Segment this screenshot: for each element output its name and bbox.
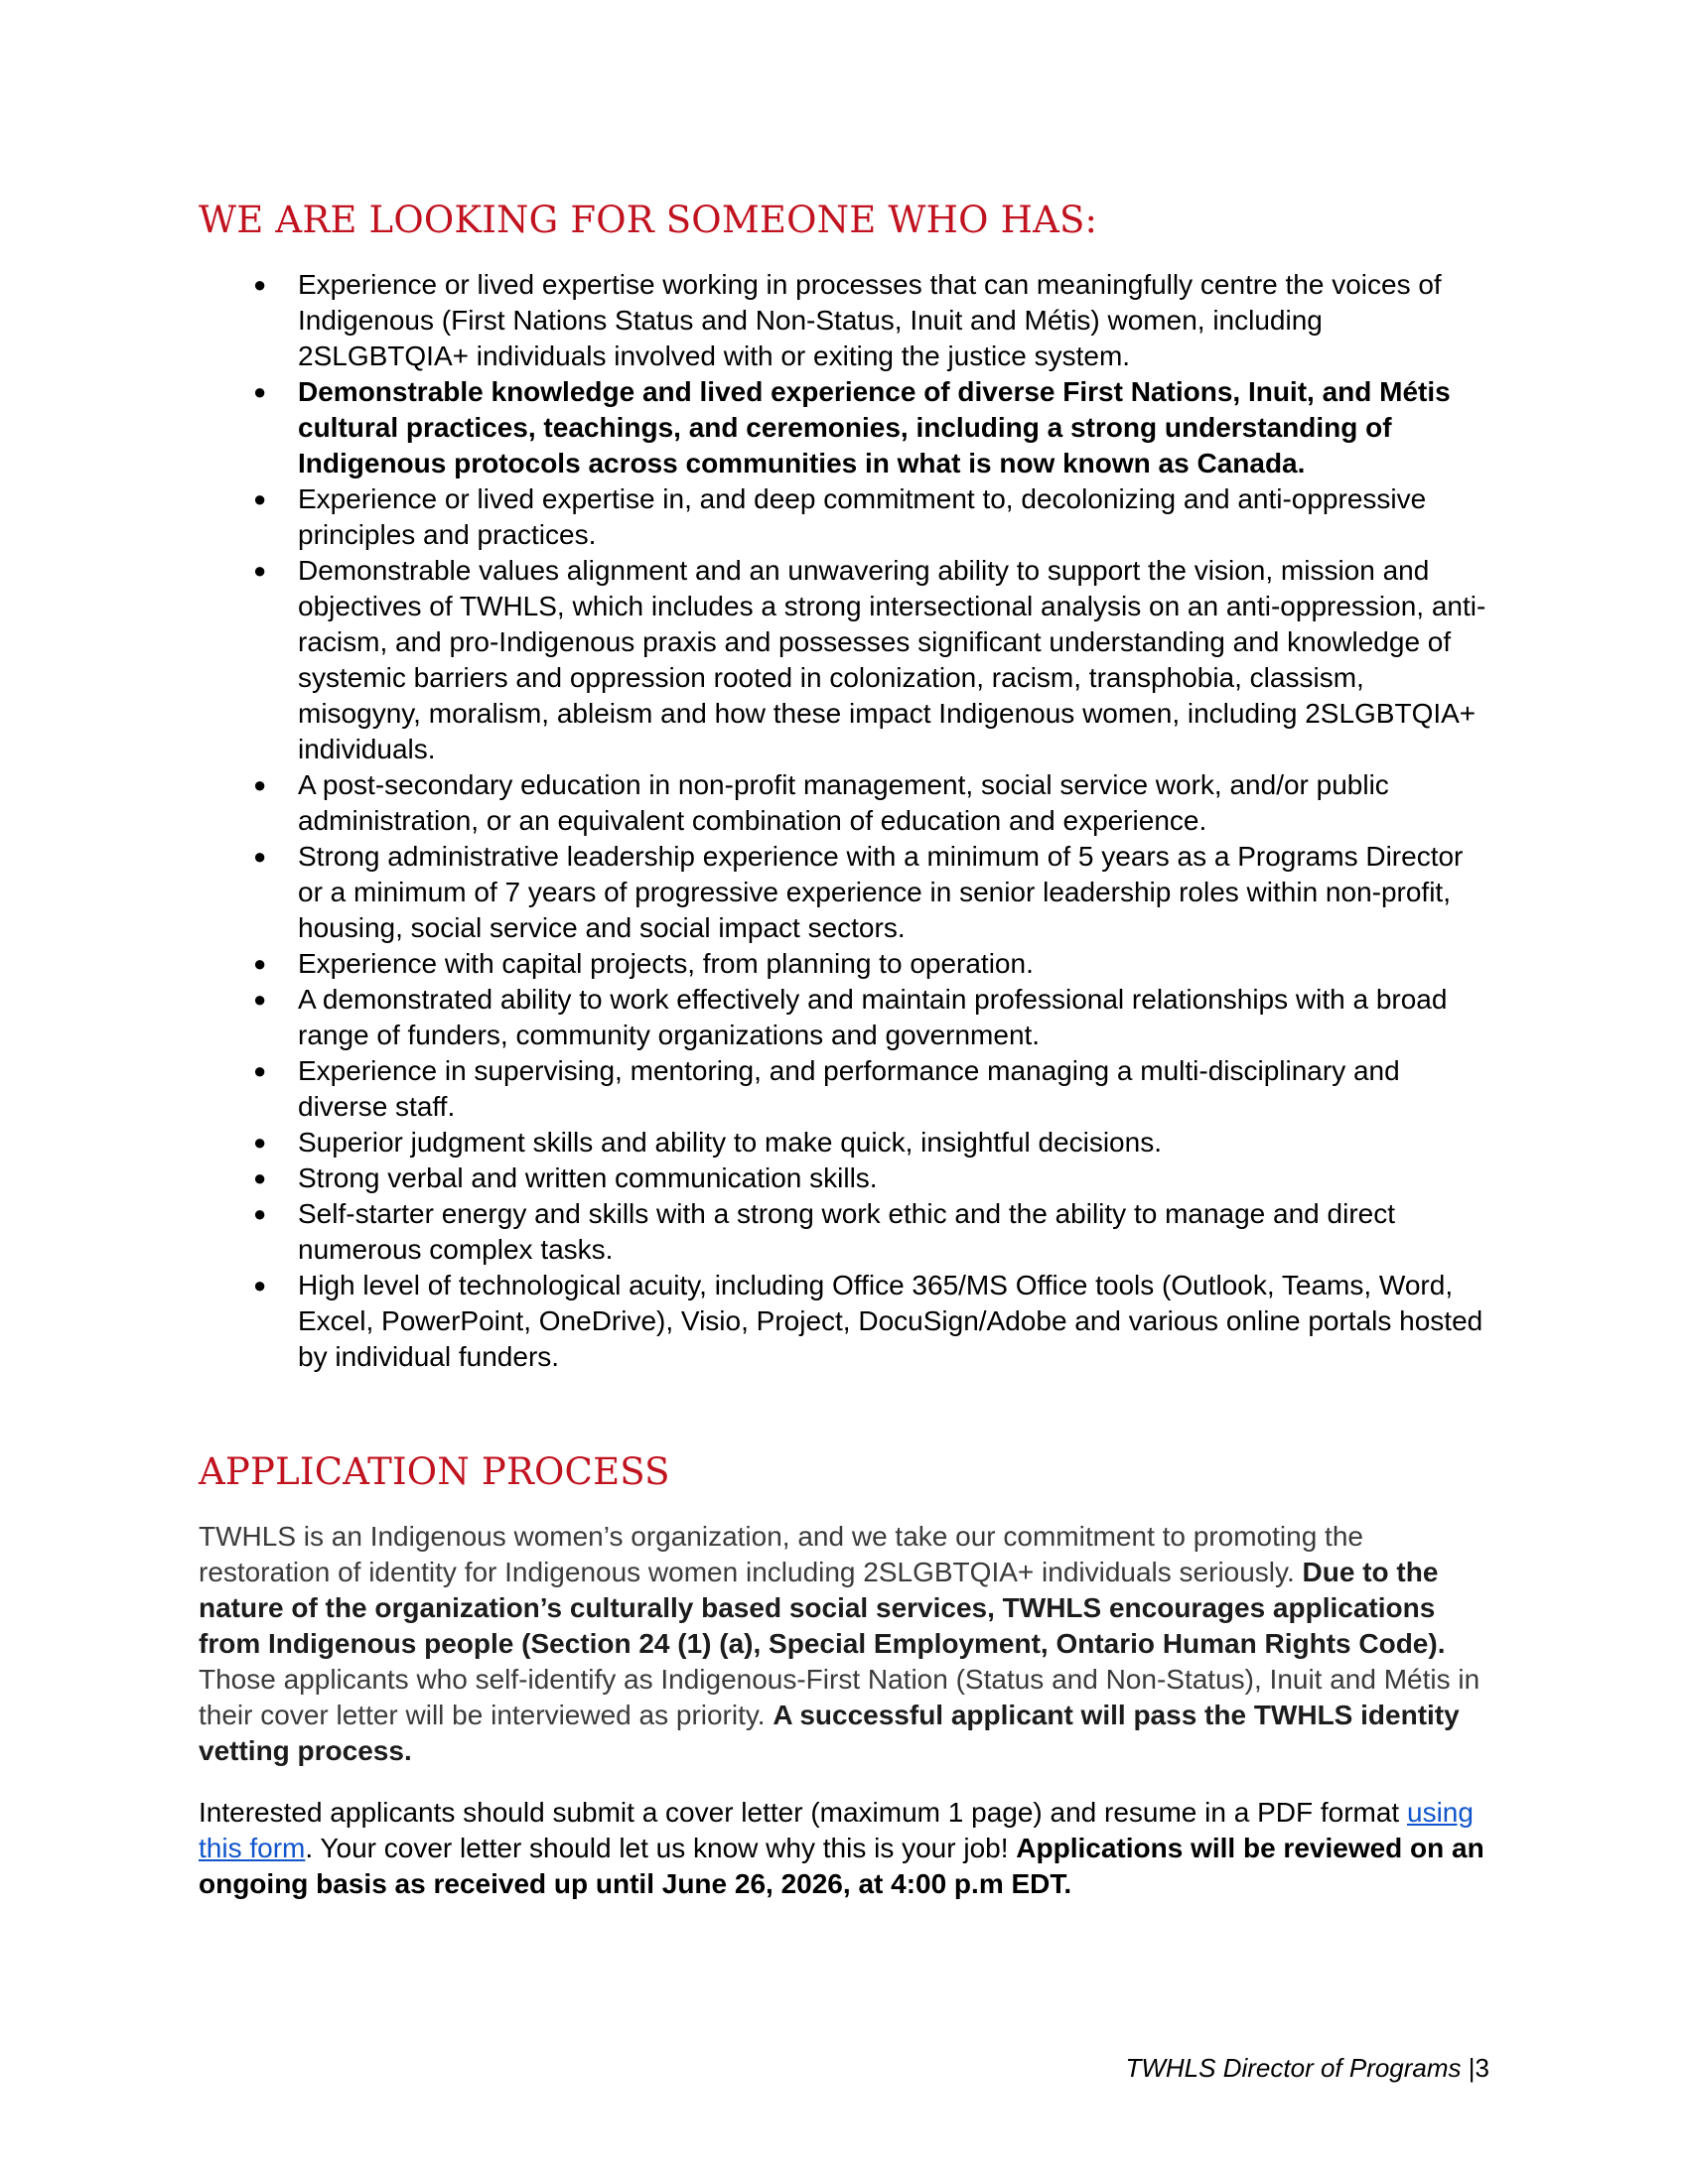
application-form-link[interactable]: using this form — [199, 1797, 1474, 1863]
paragraph-bold-text: Due to the nature of the organization’s culturally based social services, TWHLS encourages applications from Indigenous people (Section 24 (1) (a), Special Employment, Ontario Human Rights Code). — [199, 1557, 1446, 1659]
list-item-text: Experience or lived expertise working in processes that can meaningfully centre the voices of Indigenous (First Nations Status and Non-Status, Inuit and Métis) women, including 2SLGBTQIA+ individuals involved with or exiting the justice system. — [298, 269, 1442, 371]
list-item — [253, 1053, 1489, 1125]
bullet-icon: ● — [253, 1130, 267, 1155]
list-item-text: Strong administrative leadership experience with a minimum of 5 years as a Programs Director or a minimum of 7 years of progressive experience in senior leadership roles within non-profit, housing, social service and social impact sectors. — [298, 841, 1464, 943]
bullet-icon: ● — [253, 1058, 267, 1083]
list-item-text: Experience in supervising, mentoring, and performance managing a multi-disciplinary and diverse staff. — [298, 1055, 1400, 1122]
paragraph-bold-text: A successful applicant will pass the TWHLS identity vetting process. — [199, 1700, 1460, 1766]
list-item-text: A demonstrated ability to work effectively and maintain professional relationships with a broad range of funders, community organizations and government. — [298, 984, 1448, 1050]
list-item — [253, 1268, 1489, 1375]
bullet-icon: ● — [253, 379, 267, 404]
list-item-text: Self-starter energy and skills with a strong work ethic and the ability to manage and direct numerous complex tasks. — [298, 1198, 1396, 1265]
list-item — [253, 946, 1489, 982]
bullet-icon: ● — [253, 987, 267, 1012]
bullet-icon: ● — [253, 951, 267, 976]
application-heading: APPLICATION PROCESS — [199, 1450, 670, 1493]
bullet-icon: ● — [253, 1165, 267, 1190]
paragraph-text: TWHLS is an Indigenous women’s organization, and we take our commitment to promoting the restoration of identity for Indigenous women including 2SLGBTQIA+ individuals seriously. — [199, 1521, 1363, 1587]
list-item — [253, 553, 1489, 767]
document-page — [199, 199, 1489, 1902]
list-item — [253, 839, 1489, 946]
paragraph-bold-text: Applications will be reviewed on an ongoing basis as received up until June 26, 2026, at 4:00 p.m EDT. — [199, 1833, 1484, 1899]
list-item — [253, 1196, 1489, 1268]
paragraph-text: Interested applicants should submit a cover letter (maximum 1 page) and resume in a PDF format — [199, 1797, 1407, 1828]
requirements-heading: WE ARE LOOKING FOR SOMEONE WHO HAS: — [199, 199, 1098, 241]
list-item — [253, 267, 1489, 374]
bullet-icon: ● — [253, 1273, 267, 1297]
page-number: |3 — [1468, 2053, 1489, 2083]
list-item-text: Demonstrable values alignment and an unwavering ability to support the vision, mission and objectives of TWHLS, which includes a strong intersectional analysis on an anti-oppression, anti-racism, and pro-Indigenous praxis and possesses significant understanding and knowledge of systemic barriers and oppression rooted in colonization, racism, transphobia, classism, misogyny, moralism, ableism and how these impact Indigenous women, including 2SLGBTQIA+ individuals. — [298, 555, 1486, 764]
list-item — [253, 374, 1489, 481]
list-item-text: High level of technological acuity, including Office 365/MS Office tools (Outlook, Teams, Word, Excel, PowerPoint, OneDrive), Visio, Project, DocuSign/Adobe and various online portals hosted by individual funders. — [298, 1270, 1483, 1372]
bullet-icon: ● — [253, 486, 267, 511]
list-item-text: Demonstrable knowledge and lived experience of diverse First Nations, Inuit, and Métis cultural practices, teachings, and ceremonies, including a strong understanding of Indigenous protocols across communities in what is now known as Canada. — [298, 376, 1451, 478]
footer-title: TWHLS Director of Programs — [1125, 2053, 1469, 2083]
bullet-icon: ● — [253, 272, 267, 297]
list-item — [253, 982, 1489, 1053]
application-paragraph-identity — [199, 1519, 1489, 1769]
list-item-text: Superior judgment skills and ability to make quick, insightful decisions. — [298, 1127, 1162, 1158]
list-item — [253, 1160, 1489, 1196]
list-item — [253, 767, 1489, 839]
list-item-text: Strong verbal and written communication skills. — [298, 1162, 878, 1193]
list-item — [253, 481, 1489, 553]
bullet-icon: ● — [253, 1201, 267, 1226]
bullet-icon: ● — [253, 844, 267, 869]
bullet-icon: ● — [253, 772, 267, 797]
paragraph-text: . Your cover letter should let us know why this is your job! — [305, 1833, 1017, 1863]
list-item-text: A post-secondary education in non-profit management, social service work, and/or public administration, or an equivalent combination of education and experience. — [298, 769, 1389, 836]
list-item-text: Experience or lived expertise in, and deep commitment to, decolonizing and anti-oppressive principles and practices. — [298, 483, 1427, 550]
bullet-icon: ● — [253, 558, 267, 583]
list-item — [253, 1125, 1489, 1160]
page-footer — [1125, 2053, 1489, 2084]
paragraph-text: Those applicants who self-identify as Indigenous-First Nation (Status and Non-Status), Inuit and Métis in their cover letter will be interviewed as priority. — [199, 1664, 1480, 1730]
list-item-text: Experience with capital projects, from planning to operation. — [298, 948, 1034, 979]
requirements-list — [199, 267, 1489, 1375]
application-paragraph-submit — [199, 1795, 1489, 1902]
